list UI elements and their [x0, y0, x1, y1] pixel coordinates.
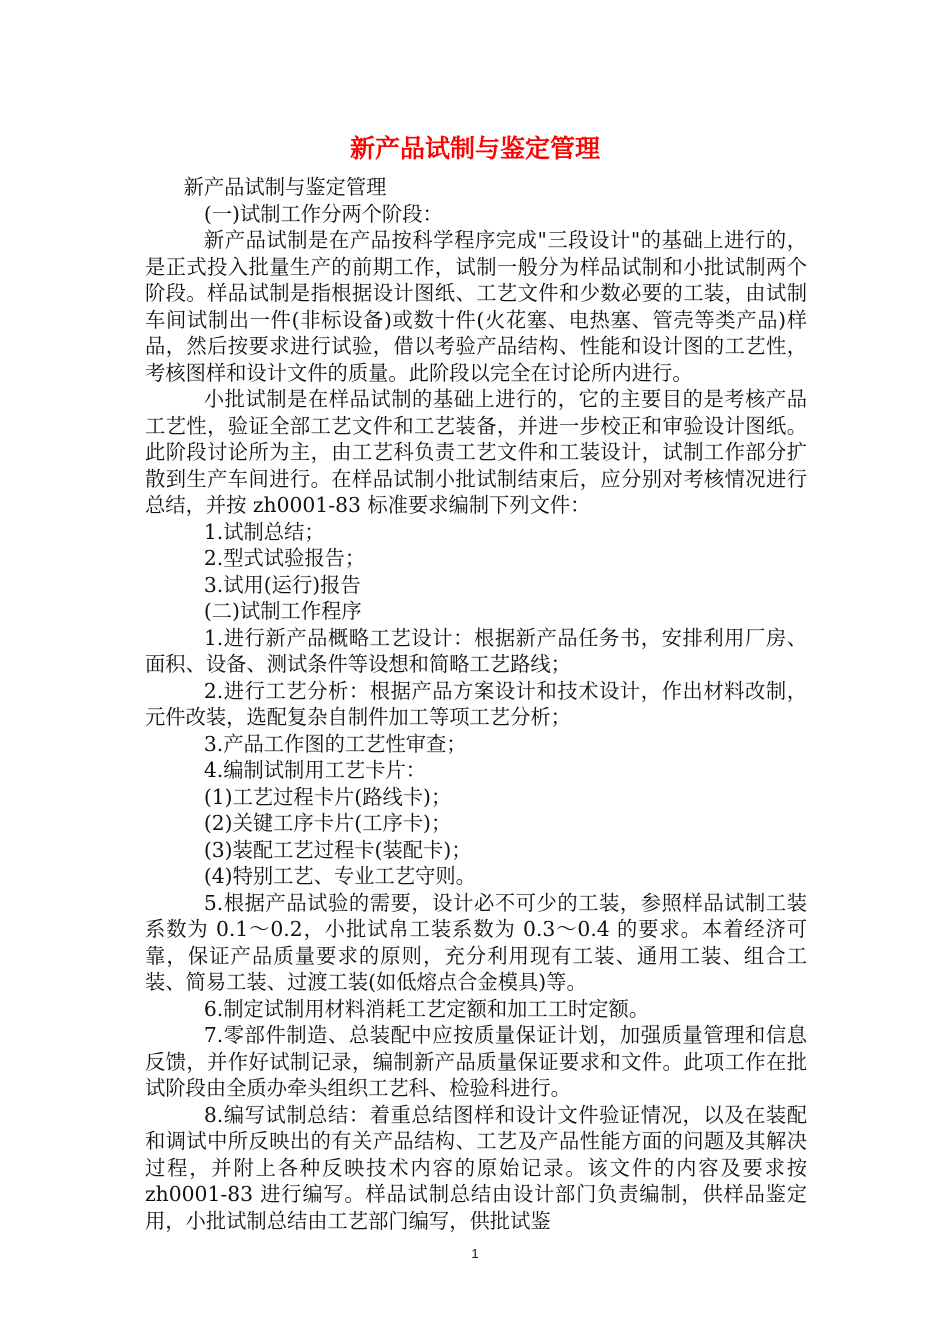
- paragraph-sample-trial: 新产品试制是在产品按科学程序完成"三段设计"的基础上进行的，是正式投入批量生产的前期工作，试制一般分为样品试制和小批试制两个阶段。样品试制是指根据设计图纸、工艺文件和少数必要的工装，由试制车间试制出一件(非标设备)或数十件(火花塞、电热塞、管壳等类产品)样品，然后按要求进行试验，借以考验产品结构、性能和设计图的工艺性，考核图样和设计文件的质量。此阶段以完全在讨论所内进行。: [145, 228, 807, 385]
- section-heading-procedure: (二)试制工作程序: [203, 599, 362, 623]
- list-item-type-test-report: 2.型式试验报告；: [203, 546, 366, 570]
- paragraph-small-batch-trial: 小批试制是在样品试制的基础上进行的，它的主要目的是考核产品工艺性，验证全部工艺文件和工艺装备，并进一步校正和审验设计图纸。此阶段讨论所为主，由工艺科负责工艺文件和工装设计，试制工作部分扩散到生产车间进行。在样品试制小批试制结束后，应分别对考核情况进行总结，并按 zh0001-83 标准要求编制下列文件：: [145, 387, 807, 517]
- procedure-item-1: 1.进行新产品概略工艺设计：根据新产品任务书，安排利用厂房、面积、设备、测试条件等设想和简略工艺路线；: [145, 625, 807, 676]
- procedure-subitem-3: (3)装配工艺过程卡(装配卡)；: [203, 837, 472, 862]
- page-number: 1: [471, 1246, 479, 1261]
- procedure-item-4: 4.编制试制用工艺卡片：: [203, 758, 427, 782]
- document-subtitle: 新产品试制与鉴定管理: [183, 175, 387, 199]
- list-item-trial-run-report: 3.试用(运行)报告: [203, 572, 361, 597]
- list-item-trial-summary: 1.试制总结；: [203, 519, 325, 544]
- section-heading-stages: (一)试制工作分两个阶段：: [203, 201, 443, 226]
- procedure-item-3: 3.产品工作图的工艺性审查；: [203, 731, 467, 756]
- procedure-item-7: 7.零部件制造、总装配中应按质量保证计划，加强质量管理和信息反馈，并作好试制记录，编制新产品质量保证要求和文件。此项工作在批试阶段由全质办牵头组织工艺科、检验科进行。: [145, 1023, 807, 1100]
- procedure-item-5: 5.根据产品试验的需要，设计必不可少的工装，参照样品试制工装系数为 0.1～0.2，小批试帛工装系数为 0.3～0.4 的要求。本着经济可靠，保证产品质量要求的原则，充分利用现有工装、通用工装、组合工装、简易工装、过渡工装(如低熔点合金模具)等。: [145, 890, 807, 994]
- procedure-item-6: 6.制定试制用材料消耗工艺定额和加工工时定额。: [203, 996, 650, 1021]
- procedure-subitem-4: (4)特别工艺、专业工艺守则。: [203, 864, 476, 888]
- procedure-subitem-2: (2)关键工序卡片(工序卡)；: [203, 811, 452, 835]
- document-body: [145, 174, 807, 1234]
- procedure-subitem-1: (1)工艺过程卡片(路线卡)；: [203, 784, 452, 809]
- document-title: 新产品试制与鉴定管理: [349, 134, 600, 163]
- procedure-item-8: 8.编写试制总结：着重总结图样和设计文件验证情况，以及在装配和调试中所反映出的有关产品结构、工艺及产品性能方面的问题及其解决过程，并附上各种反映技术内容的原始记录。该文件的内容及要求按 zh0001-83 进行编写。样品试制总结由设计部门负责编制，供样品鉴定用，小批试制总结由工艺部门编写，供批试鉴: [145, 1102, 807, 1233]
- procedure-item-2: 2.进行工艺分析：根据产品方案设计和技术设计，作出材料改制，元件改装，选配复杂自制件加工等项工艺分析；: [145, 678, 807, 729]
